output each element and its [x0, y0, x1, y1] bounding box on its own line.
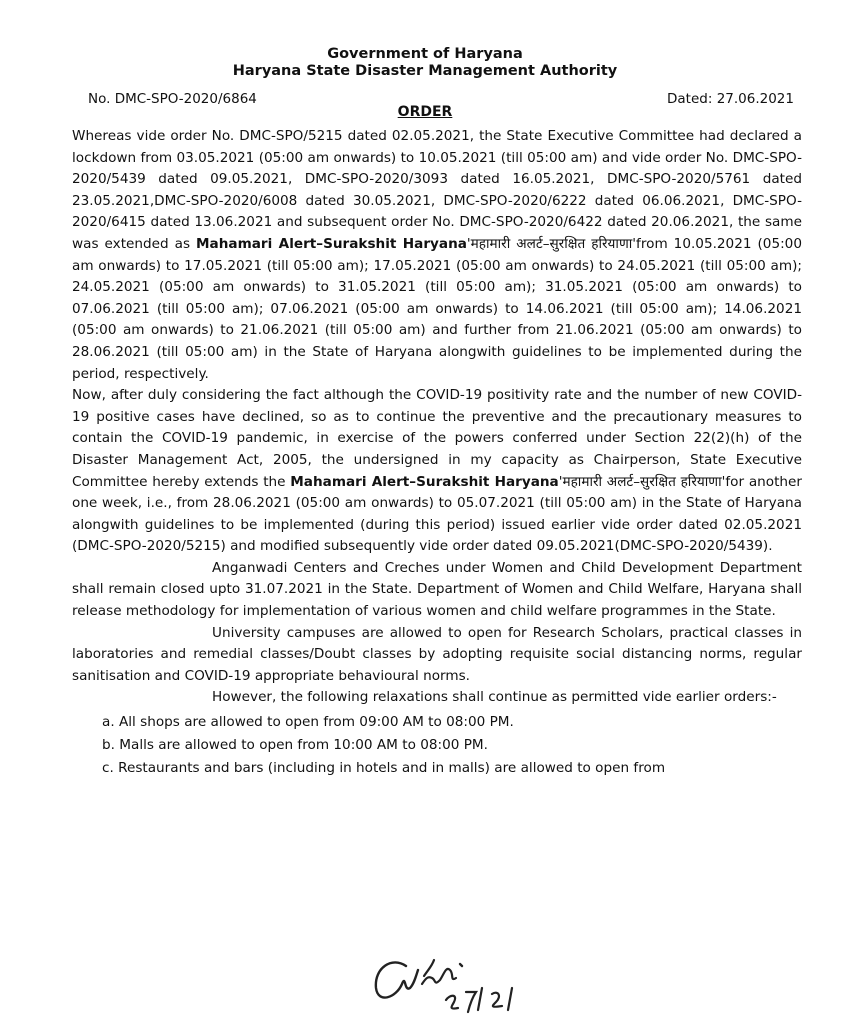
paragraph-now [72, 385, 802, 558]
campaign-name-bold: Mahamari Alert–Surakshit Haryana [196, 235, 467, 252]
paragraph-whereas-dates: from 10.05.2021 (05:00 am onwards) to 17.05.2021 (till 05:00 am); 17.05.2021 (05:00 am onwards) to 24.05.2021 (till 05:00 am); 24.05.2021 (05:00 am onwards) to 31.05.2021 (till 05:00 am); 31.05.2021 (05:00 am onwards) to 07.06.2021 (till 05:00 am); 07.06.2021 (05:00 am onwards) to 14.06.2021 (till 05:00 am); 14.06.2021 (05:00 am onwards) to 21.06.2021 (till 05:00 am) and further from 21.06.2021 (05:00 am onwards) to 28.06.2021 (till 05:00 am) in the State of Haryana alongwith guidelines to be implemented during the period, respectively. [72, 235, 802, 382]
government-heading: Government of Haryana [327, 46, 523, 62]
list-item: a. All shops are allowed to open from 09:00 AM to 08:00 PM. [102, 714, 514, 731]
order-date: Dated: 27.06.2021 [667, 91, 794, 107]
paragraph-whereas [72, 126, 802, 385]
paragraph-relaxations-intro: However, the following relaxations shall continue as permitted vide earlier orders:- [212, 689, 777, 706]
campaign-name-hindi-2: 'महामारी अलर्ट–सुरक्षित हरियाणा' [558, 473, 726, 490]
campaign-name-bold-2: Mahamari Alert–Surakshit Haryana [290, 473, 559, 490]
paragraph-now-text: Now, after duly considering the fact although the COVID-19 positivity rate and the number of new COVID-19 positive cases have declined, so as to continue the preventive and the precautionary measures to contain the COVID-19 pandemic, in exercise of the powers conferred under Section 22(2)(h) of the Disaster Management Act, 2005, the undersigned in my capacity as Chairperson, State Executive Committee hereby extends the [72, 387, 802, 490]
list-item: c. Restaurants and bars (including in hotels and in malls) are allowed to open from [102, 760, 666, 777]
authority-heading: Haryana State Disaster Management Authority [232, 63, 618, 79]
handwritten-signature [362, 948, 542, 1018]
order-title: ORDER [397, 104, 453, 120]
paragraph-whereas-text: Whereas vide order No. DMC-SPO/5215 dated 02.05.2021, the State Executive Committee had declared a lockdown from 03.05.2021 (05:00 am onwards) to 10.05.2021 (till 05:00 am) and vide order No. DMC-SPO-2020/5439 dated 09.05.2021, DMC-SPO-2020/3093 dated 16.05.2021, DMC-SPO-2020/5761 dated 23.05.2021,DMC-SPO-2020/6008 dated 30.05.2021, DMC-SPO-2020/6222 dated 06.06.2021, DMC-SPO-2020/6415 dated 13.06.2021 and subsequent order No. DMC-SPO-2020/6422 dated 20.06.2021, the same was extended as [72, 128, 802, 252]
reference-number: No. DMC-SPO-2020/6864 [88, 91, 257, 107]
paragraph-now-dates: for another one week, i.e., from 28.06.2021 (05:00 am onwards) to 05.07.2021 (till 05:00 am) in the State of Haryana alongwith guidelines to be implemented (during this period) issued earlier vide order dated 02.05.2021 (DMC-SPO-2020/5215) and modified subsequently vide order dated 09.05.2021(DMC-SPO-2020/5439). [72, 473, 802, 555]
relaxations-list [72, 711, 802, 780]
paragraph-anganwadi: Anganwadi Centers and Creches under Women and Child Development Department shall remain closed upto 31.07.2021 in the State. Department of Women and Child Welfare, Haryana shall release methodology for implementation of various women and child welfare programmes in the State. [72, 559, 802, 620]
campaign-name-hindi: 'महामारी अलर्ट–सुरक्षित हरियाणा' [466, 235, 637, 252]
paragraph-university: University campuses are allowed to open for Research Scholars, practical classes in laboratories and remedial classes/Doubt classes by adopting requisite social distancing norms, regular sanitisation and COVID-19 appropriate behavioural norms. [72, 624, 802, 684]
order-body [72, 126, 802, 780]
list-item: b. Malls are allowed to open from 10:00 AM to 08:00 PM. [102, 737, 488, 754]
